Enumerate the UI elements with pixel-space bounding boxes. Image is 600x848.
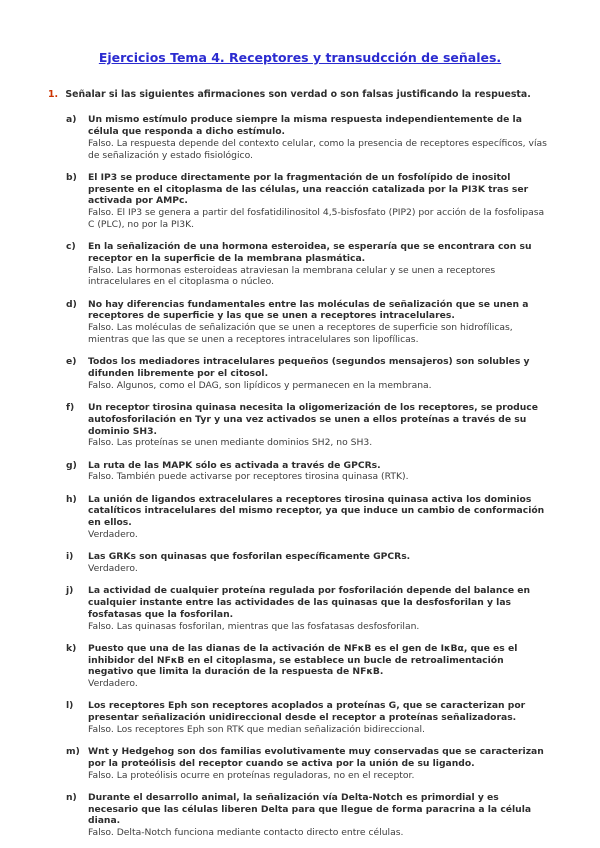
question-letter: h) — [66, 493, 77, 505]
page-title: Ejercicios Tema 4. Receptores y transudcción de señales. — [98, 50, 502, 65]
question-answer: Falso. La respuesta depende del contexto celular, como la presencia de receptores específicos, vías de señalización y estado fisiológico. — [88, 137, 547, 161]
question-answer: Falso. Delta-Notch funciona mediante contacto directo entre células. — [88, 827, 404, 839]
question-item — [66, 792, 552, 839]
instruction-line — [48, 89, 552, 101]
question-letter: k) — [66, 642, 77, 654]
question-statement: Un receptor tirosina quinasa necesita la oligomerización de los receptores, se produce autofosforilación en Tyr y una vez activados se unen a ellos proteínas a través de su dominio SH3. — [88, 402, 538, 437]
question-letter: m) — [66, 746, 80, 758]
question-item — [66, 585, 552, 632]
question-letter: a) — [66, 114, 77, 126]
question-body — [88, 792, 552, 839]
question-item — [66, 172, 552, 231]
question-body — [88, 746, 552, 781]
question-statement: Todos los mediadores intracelulares pequeños (segundos mensajeros) son solubles y difunden libremente por el citosol. — [88, 356, 530, 379]
question-body — [88, 700, 552, 735]
question-answer: Falso. Las hormonas esteroideas atraviesan la membrana celular y se unen a receptores intracelulares en el citoplasma o núcleo. — [88, 264, 496, 288]
question-answer: Falso. Algunos, como el DAG, son lipídicos y permanecen en la membrana. — [88, 379, 432, 391]
question-letter: l) — [66, 700, 74, 712]
question-answer: Falso. Los receptores Eph son RTK que median señalización bidireccional. — [88, 723, 425, 735]
question-item — [66, 746, 552, 781]
question-statement: En la señalización de una hormona esteroidea, se esperaría que se encontrara con su receptor en la superficie de la membrana plasmática. — [88, 241, 532, 264]
question-item — [66, 460, 552, 484]
question-letter: c) — [66, 241, 76, 253]
question-item — [66, 356, 552, 391]
question-answer: Verdadero. — [88, 562, 138, 574]
question-letter: d) — [66, 298, 77, 310]
question-body — [88, 494, 552, 541]
question-item — [66, 402, 552, 449]
question-body — [88, 585, 552, 632]
question-body — [88, 460, 552, 484]
instruction-number: 1. — [48, 89, 59, 100]
question-statement: Durante el desarrollo animal, la señalización vía Delta-Notch es primordial y es necesario que las células liberen Delta para que llegue de forma paracrina a la célula diana. — [88, 791, 532, 827]
question-statement: La unión de ligandos extracelulares a receptores tirosina quinasa activa los dominios catalíticos intracelulares del mismo receptor, ya que induce un cambio de conformación en ellos. — [88, 493, 545, 529]
question-body — [88, 643, 552, 690]
question-item — [66, 643, 552, 690]
question-answer: Verdadero. — [88, 528, 138, 540]
instruction-text: Señalar si las siguientes afirmaciones son verdad o son falsas justificando la respuesta. — [65, 89, 531, 100]
question-body — [88, 299, 552, 346]
question-letter: b) — [66, 171, 77, 183]
question-statement: La actividad de cualquier proteína regulada por fosforilación depende del balance en cualquier instante entre las actividades de las quinasas que la desfosforilan y las fosfatasas que la fosforilan. — [88, 585, 531, 620]
question-letter: e) — [66, 356, 77, 368]
question-item — [66, 700, 552, 735]
question-statement: El IP3 se produce directamente por la fragmentación de un fosfolípido de inositol presente en el citoplasma de las células, una reacción catalizada por la PI3K tras ser activada por AMPc. — [88, 171, 529, 207]
question-answer: Verdadero. — [88, 678, 138, 690]
question-answer: Falso. La proteólisis ocurre en proteínas reguladoras, no en el receptor. — [88, 769, 415, 781]
question-statement: Los receptores Eph son receptores acoplados a proteínas G, que se caracterizan por presentar señalización unidireccional desde el receptor a proteínas señalizadoras. — [88, 700, 526, 724]
question-answer: Falso. Las moléculas de señalización que se unen a receptores de superficie son hidrofílicas, mientras que las que se unen a receptores intracelulares son lipofílicas. — [88, 322, 513, 345]
question-statement: Las GRKs son quinasas que fosforilan específicamente GPCRs. — [88, 551, 411, 563]
question-body — [88, 402, 552, 449]
question-item — [66, 299, 552, 346]
question-item — [66, 551, 552, 575]
question-body — [88, 114, 552, 161]
question-letter: j) — [66, 585, 74, 597]
question-statement: No hay diferencias fundamentales entre las moléculas de señalización que se unen a receptores de superficie y las que se unen a receptores intracelulares. — [88, 298, 529, 322]
question-letter: f) — [66, 402, 75, 414]
question-body — [88, 356, 552, 391]
question-item — [66, 494, 552, 541]
question-statement: Un mismo estímulo produce siempre la misma respuesta independientemente de la célula que responda a dicho estímulo. — [88, 114, 522, 137]
question-letter: g) — [66, 459, 77, 471]
question-body — [88, 172, 552, 231]
question-item — [66, 241, 552, 288]
question-statement: Puesto que una de las dianas de la activación de NFκB es el gen de IκBα, que es el inhibidor del NFκB en el citoplasma, se establece un bucle de retroalimentación negativo que limita la duración de la respuesta de NFκB. — [88, 642, 518, 678]
question-answer: Falso. También puede activarse por receptores tirosina quinasa (RTK). — [88, 471, 409, 483]
question-answer: Falso. Las quinasas fosforilan, mientras que las fosfatasas desfosforilan. — [88, 620, 420, 632]
question-answer: Falso. El IP3 se genera a partir del fosfatidilinositol 4,5-bisfosfato (PIP2) por acción de la fosfolipasa C (PLC), no por la PI3K. — [88, 207, 545, 230]
question-body — [88, 551, 552, 575]
question-body — [88, 241, 552, 288]
question-answer: Falso. Las proteínas se unen mediante dominios SH2, no SH3. — [88, 437, 373, 449]
question-statement: La ruta de las MAPK sólo es activada a través de GPCRs. — [88, 459, 381, 471]
question-statement: Wnt y Hedgehog son dos familias evolutivamente muy conservadas que se caracterizan por la proteólisis del receptor cuando se activa por la unión de su ligando. — [88, 746, 544, 769]
question-letter: i) — [66, 551, 74, 563]
question-item — [66, 114, 552, 161]
question-letter: n) — [66, 791, 77, 803]
question-list — [48, 114, 552, 839]
